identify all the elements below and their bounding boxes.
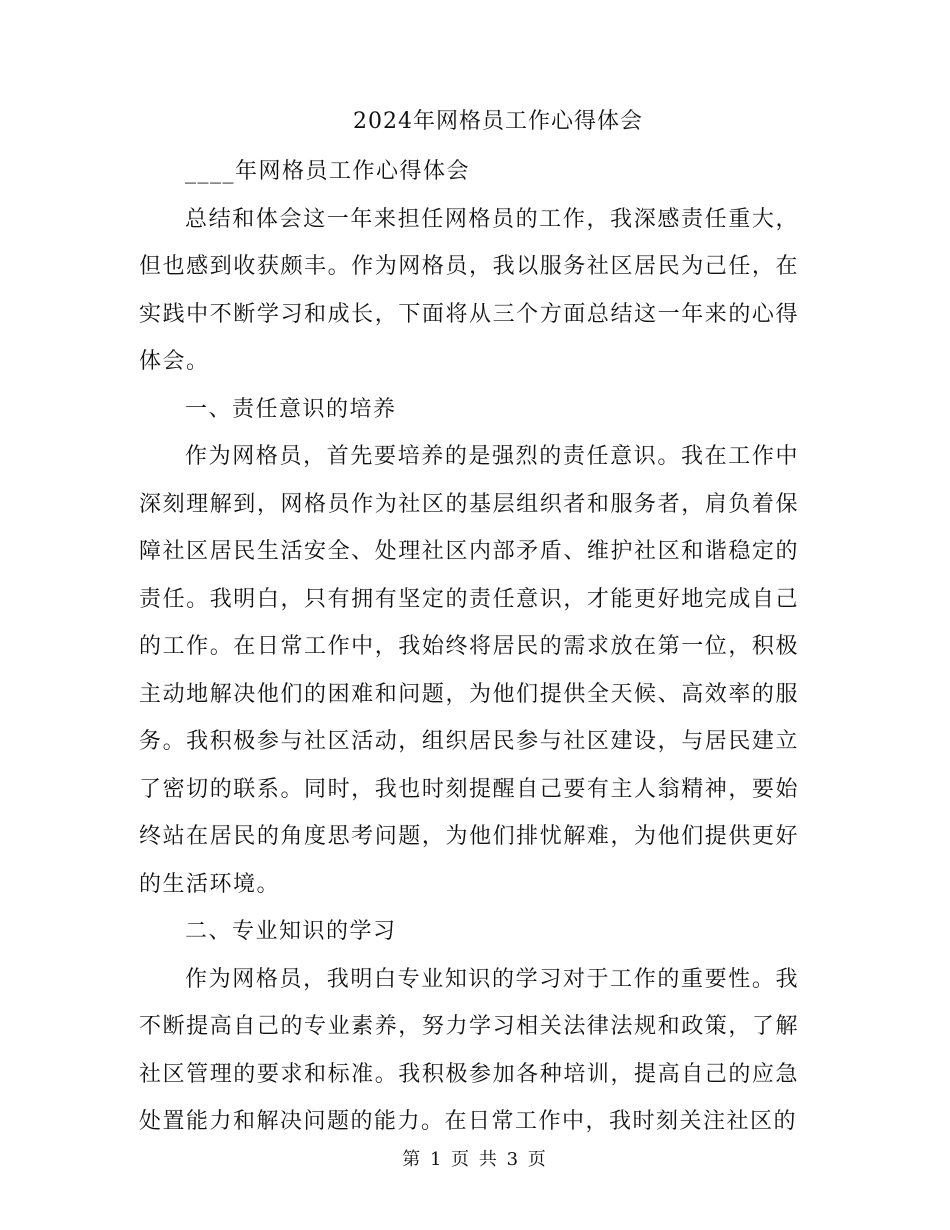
page-footer: 第 1 页 共 3 页: [402, 1149, 548, 1170]
document-body: [139, 148, 799, 1146]
section-heading-responsibility: 一、责任意识的培养: [185, 396, 397, 422]
document-title: 2024年网格员工作心得体会: [353, 109, 643, 134]
section-heading-knowledge: 二、专业知识的学习: [185, 919, 397, 944]
paragraph-intro: 总结和体会这一年来担任网格员的工作，我深感责任重大，但也感到收获颇丰。作为网格员，我以服务社区居民为己任，在实践中不断学习和成长，下面将从三个方面总结这一年来的心得体会。: [139, 206, 799, 374]
paragraph-knowledge: 作为网格员，我明白专业知识的学习对于工作的重要性。我不断提高自己的专业素养，努力学习相关法律法规和政策，了解社区管理的要求和标准。我积极参加各种培训，提高自己的应急处置能力和解决问题的能力。在日常工作中，我时刻关注社区的: [139, 966, 799, 1134]
paragraph-subtitle: ____年网格员工作心得体会: [185, 159, 471, 184]
paragraph-responsibility: 作为网格员，首先要培养的是强烈的责任意识。我在工作中深刻理解到，网格员作为社区的基层组织者和服务者，肩负着保障社区居民生活安全、处理社区内部矛盾、维护社区和谐稳定的责任。我明白，只有拥有坚定的责任意识，才能更好地完成自己的工作。在日常工作中，我始终将居民的需求放在第一位，积极主动地解决他们的困难和问题，为他们提供全天候、高效率的服务。我积极参与社区活动，组织居民参与社区建设，与居民建立了密切的联系。同时，我也时刻提醒自己要有主人翁精神，要始终站在居民的角度思考问题，为他们排忧解难，为他们提供更好的生活环境。: [139, 444, 799, 897]
